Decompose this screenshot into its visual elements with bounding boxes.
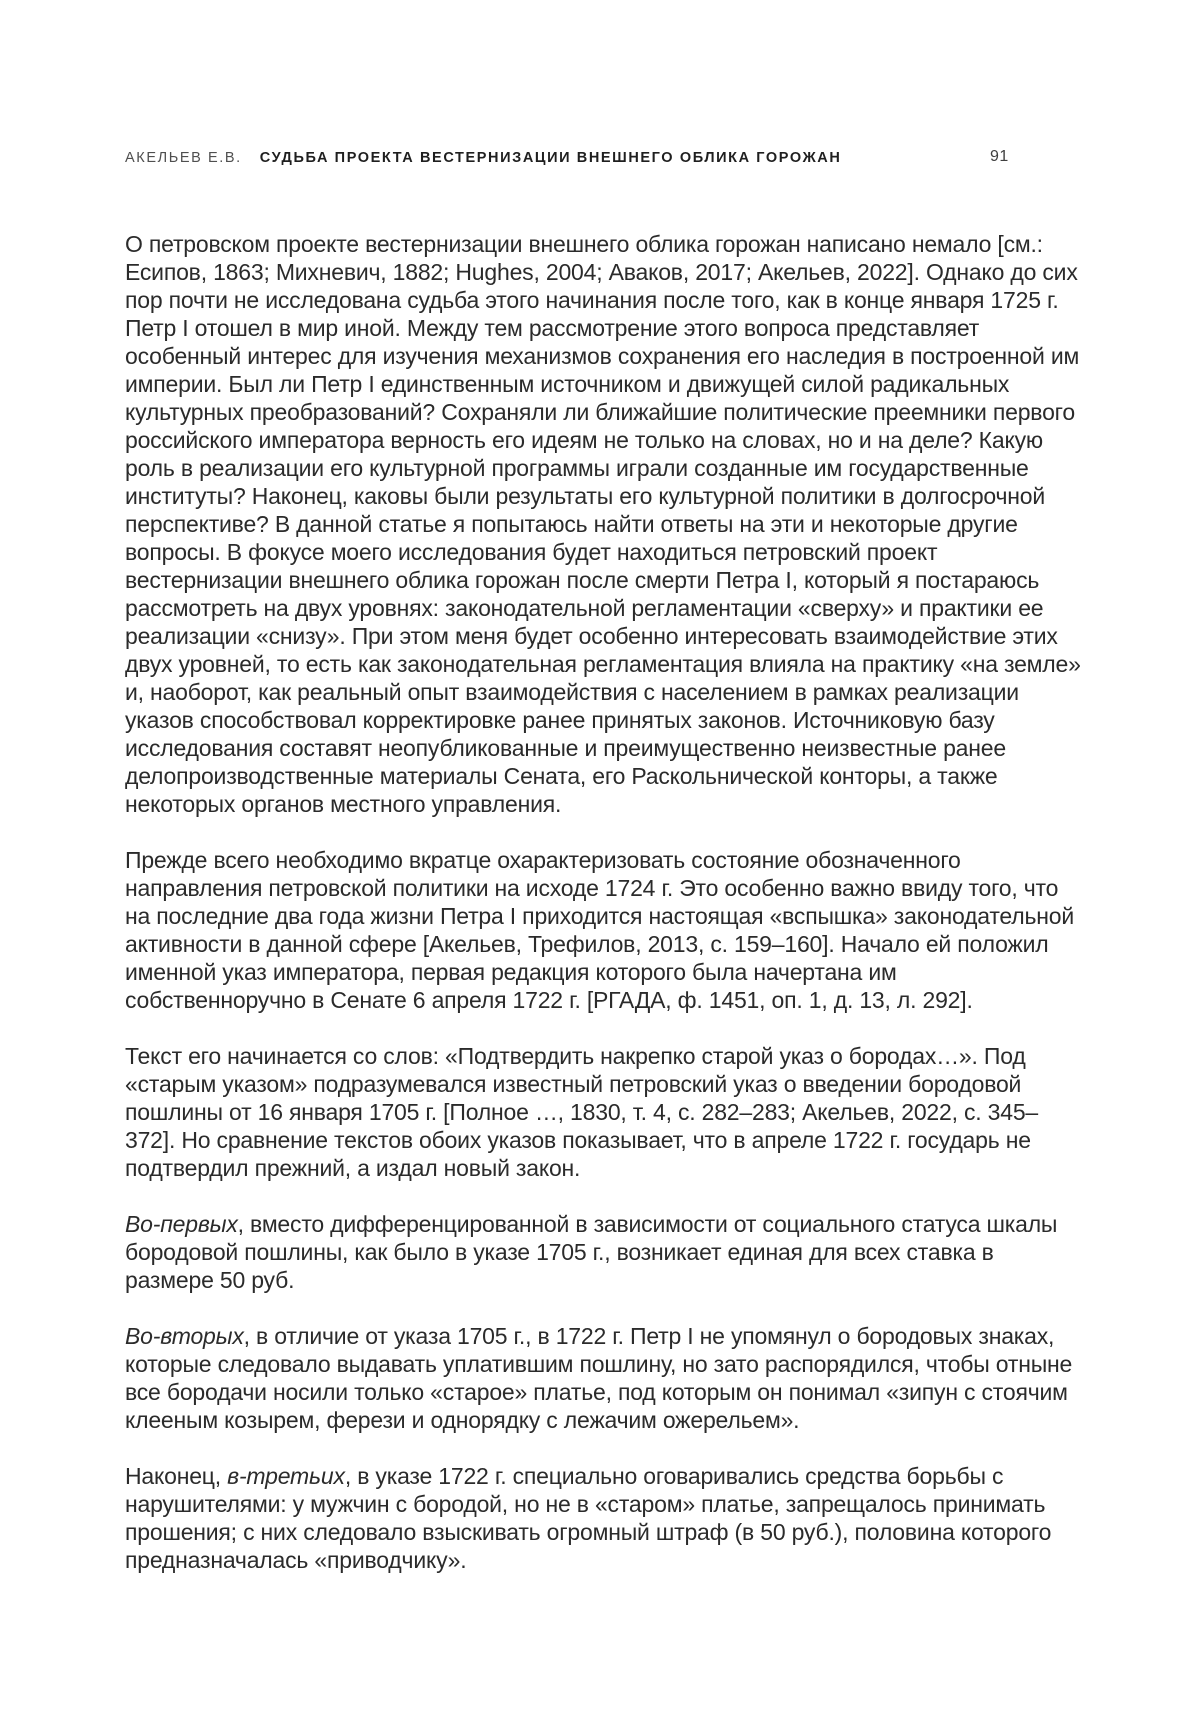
text-run: О петровском проекте вестернизации внешнего облика горожан написано немало [см.: Есипов, 1863; Михневич, 1882; Hughes, 2004; Аваков, 2017; Акельев, 2022]. Однако до сих пор почти не исследована судьба этого начинания после того, как в конце января 1725 г. Петр I отошел в мир иной. Между тем рассмотрение этого вопроса представляет особенный интерес для изучения механизмов сохранения его наследия в построенной им империи. Был ли Петр I единственным источником и движущей силой радикальных культурных преобразований? Сохраняли ли ближайшие политические преемники первого российского императора верность его идеям не только на словах, но и на деле? Какую роль в реализации его культурной программы играли созданные им государственные институты? Наконец, каковы были результаты его культурной политики в долгосрочной перспективе? В данной статье я попытаюсь найти ответы на эти и некоторые другие вопросы. В фокусе моего исследования будет находиться петровский проект вестернизации внешнего облика горожан после смерти Петра I, который я постараюсь рассмотреть на двух уровнях: законодательной регламентации «сверху» и практики ее реализации «снизу». При этом меня будет особенно интересовать взаимодействие этих двух уровней, то есть как законодательная регламентация влияла на практику «на земле» и, наоборот, как реальный опыт взаимодействия с населением в рамках реализации указов способствовал корректировке ранее принятых законов. Источниковую базу исследования составят неопубликованные и преимущественно неизвестные ранее делопроизводственные материалы Сената, его Раскольнической конторы, а также некоторых органов местного управления. xyxy=(125,231,1081,817)
italic-run: Во-первых xyxy=(125,1211,238,1237)
text-run: , в отличие от указа 1705 г., в 1722 г. Петр I не упомянул о бородовых знаках, которые следовало выдавать уплатившим пошлину, но зато распорядился, чтобы отныне все бородачи носили только «старое» платье, под которым он понимал «зипун с стоячим клееным козырем, ферези и однорядку с лежачим ожерельем». xyxy=(125,1323,1073,1433)
text-run: , в указе 1722 г. специально оговаривались средства борьбы с нарушителями: у мужчин с бородой, но не в «старом» платье, запрещалось принимать прошения; с них следовало взыскивать огромный штраф (в 50 руб.), половина которого предназначалась «приводчику». xyxy=(125,1463,1052,1573)
running-head-title: СУДЬБА ПРОЕКТА ВЕСТЕРНИЗАЦИИ ВНЕШНЕГО ОБЛИКА ГОРОЖАН xyxy=(259,150,842,166)
running-head-author: АКЕЛЬЕВ Е.В. xyxy=(125,150,242,166)
text-run: Наконец, xyxy=(125,1463,228,1489)
text-run: Текст его начинается со слов: «Подтвердить накрепко старой указ о бородах…». Под «старым указом» подразумевался известный петровский указ о введении бородовой пошлины от 16 января 1705 г. [Полное …, 1830, т. 4, с. 282–283; Акельев, 2022, с. 345–372]. Но сравнение текстов обоих указов показывает, что в апреле 1722 г. государь не подтвердил прежний, а издал новый закон. xyxy=(125,1043,1039,1181)
italic-run: в-третьих xyxy=(227,1463,345,1489)
paragraph xyxy=(125,1462,1083,1574)
paragraph xyxy=(125,1042,1083,1182)
text-run: Прежде всего необходимо вкратце охарактеризовать состояние обозначенного направления петровской политики на исходе 1724 г. Это особенно важно ввиду того, что на последние два года жизни Петра I приходится настоящая «вспышка» законодательной активности в данной сфере [Акельев, Трефилов, 2013, с. 159–160]. Начало ей положил именной указ императора, первая редакция которого была начертана им собственноручно в Сенате 6 апреля 1722 г. [РГАДА, ф. 1451, оп. 1, д. 13, л. 292]. xyxy=(125,847,1074,1013)
paragraph xyxy=(125,1322,1083,1434)
paragraph xyxy=(125,846,1083,1014)
paragraph xyxy=(125,230,1083,818)
text-run: , вместо дифференцированной в зависимости от социального статуса шкалы бородовой пошлины, как было в указе 1705 г., возникает единая для всех ставка в размере 50 руб. xyxy=(125,1211,1058,1293)
article-body xyxy=(125,230,1083,1602)
running-head xyxy=(125,150,1083,166)
italic-run: Во-вторых xyxy=(125,1323,244,1349)
page-number: 91 xyxy=(990,148,1009,165)
paragraph xyxy=(125,1210,1083,1294)
